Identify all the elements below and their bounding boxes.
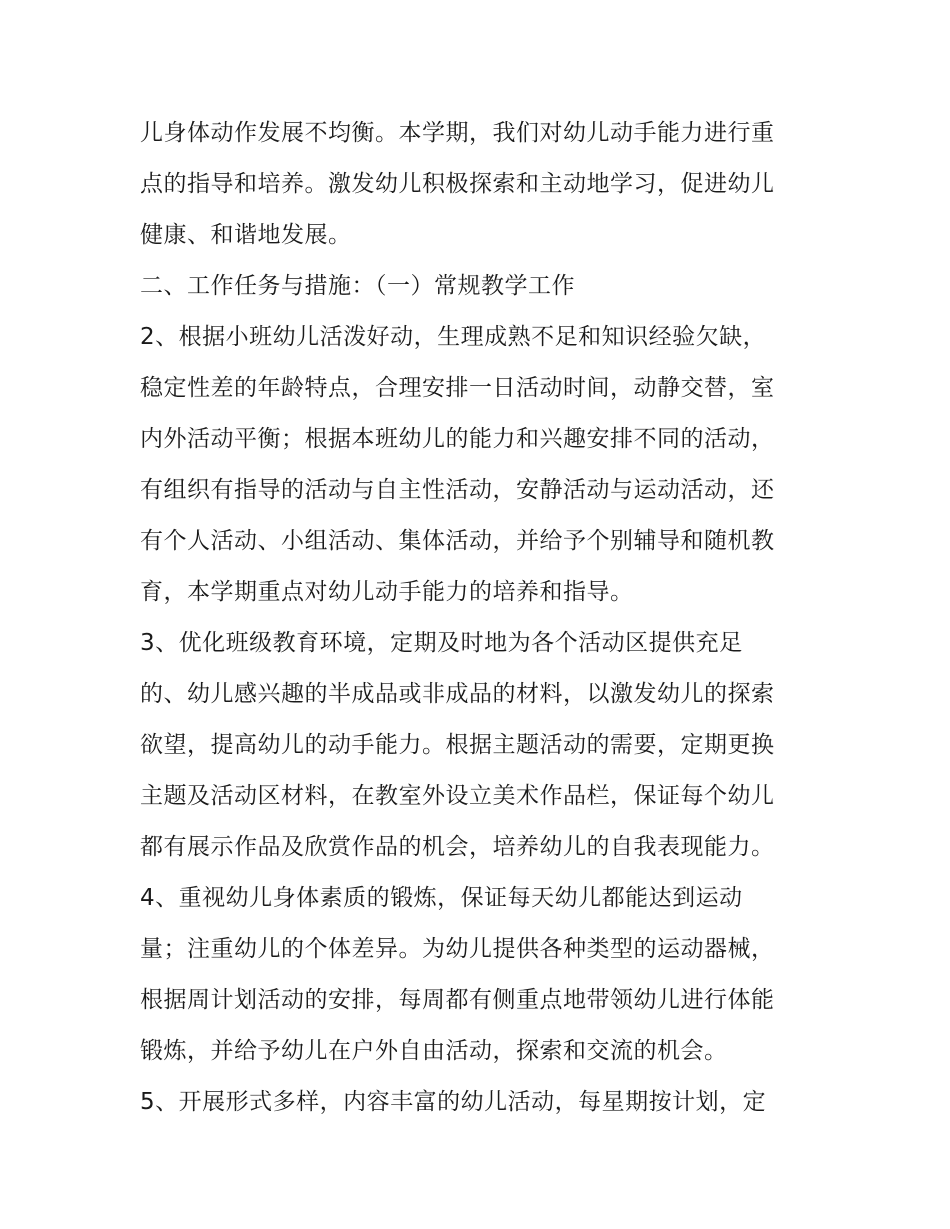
text-line: 4、重视幼儿身体素质的锻炼，保证每天幼儿都能达到运动: [140, 885, 743, 911]
section-heading: 二、工作任务与措施：（一）常规教学工作: [140, 273, 575, 299]
text-line: 点的指导和培养。激发幼儿积极探索和主动地学习，促进幼儿: [140, 171, 775, 197]
text-line: 有组织有指导的活动与自主性活动，安静活动与运动活动，还: [140, 477, 775, 503]
text-line: 主题及活动区材料，在教室外设立美术作品栏，保证每个幼儿: [140, 783, 775, 809]
text-line: 都有展示作品及欣赏作品的机会，培养幼儿的自我表现能力。: [140, 834, 775, 860]
text-line: 欲望，提高幼儿的动手能力。根据主题活动的需要，定期更换: [140, 732, 775, 758]
text-line: 有个人活动、小组活动、集体活动，并给予个别辅导和随机教: [140, 528, 775, 554]
text-line: 2、根据小班幼儿活泼好动，生理成熟不足和知识经验欠缺，: [140, 324, 767, 350]
text-line: 锻炼，并给予幼儿在户外自由活动，探索和交流的机会。: [140, 1038, 728, 1064]
text-line: 量；注重幼儿的个体差异。为幼儿提供各种类型的运动器械，: [140, 936, 775, 962]
text-line: 5、开展形式多样，内容丰富的幼儿活动，每星期按计划，定: [140, 1089, 767, 1115]
text-line: 健康、和谐地发展。: [140, 222, 352, 248]
text-line: 儿身体动作发展不均衡。本学期，我们对幼儿动手能力进行重: [140, 120, 775, 146]
text-line: 根据周计划活动的安排，每周都有侧重点地带领幼儿进行体能: [140, 987, 775, 1013]
document-body: [140, 108, 820, 1128]
text-line: 的、幼儿感兴趣的半成品或非成品的材料，以激发幼儿的探索: [140, 681, 775, 707]
text-line: 稳定性差的年龄特点，合理安排一日活动时间，动静交替，室: [140, 375, 775, 401]
text-line: 3、优化班级教育环境，定期及时地为各个活动区提供充足: [140, 630, 743, 656]
text-line: 内外活动平衡；根据本班幼儿的能力和兴趣安排不同的活动，: [140, 426, 775, 452]
text-line: 育，本学期重点对幼儿动手能力的培养和指导。: [140, 579, 634, 605]
